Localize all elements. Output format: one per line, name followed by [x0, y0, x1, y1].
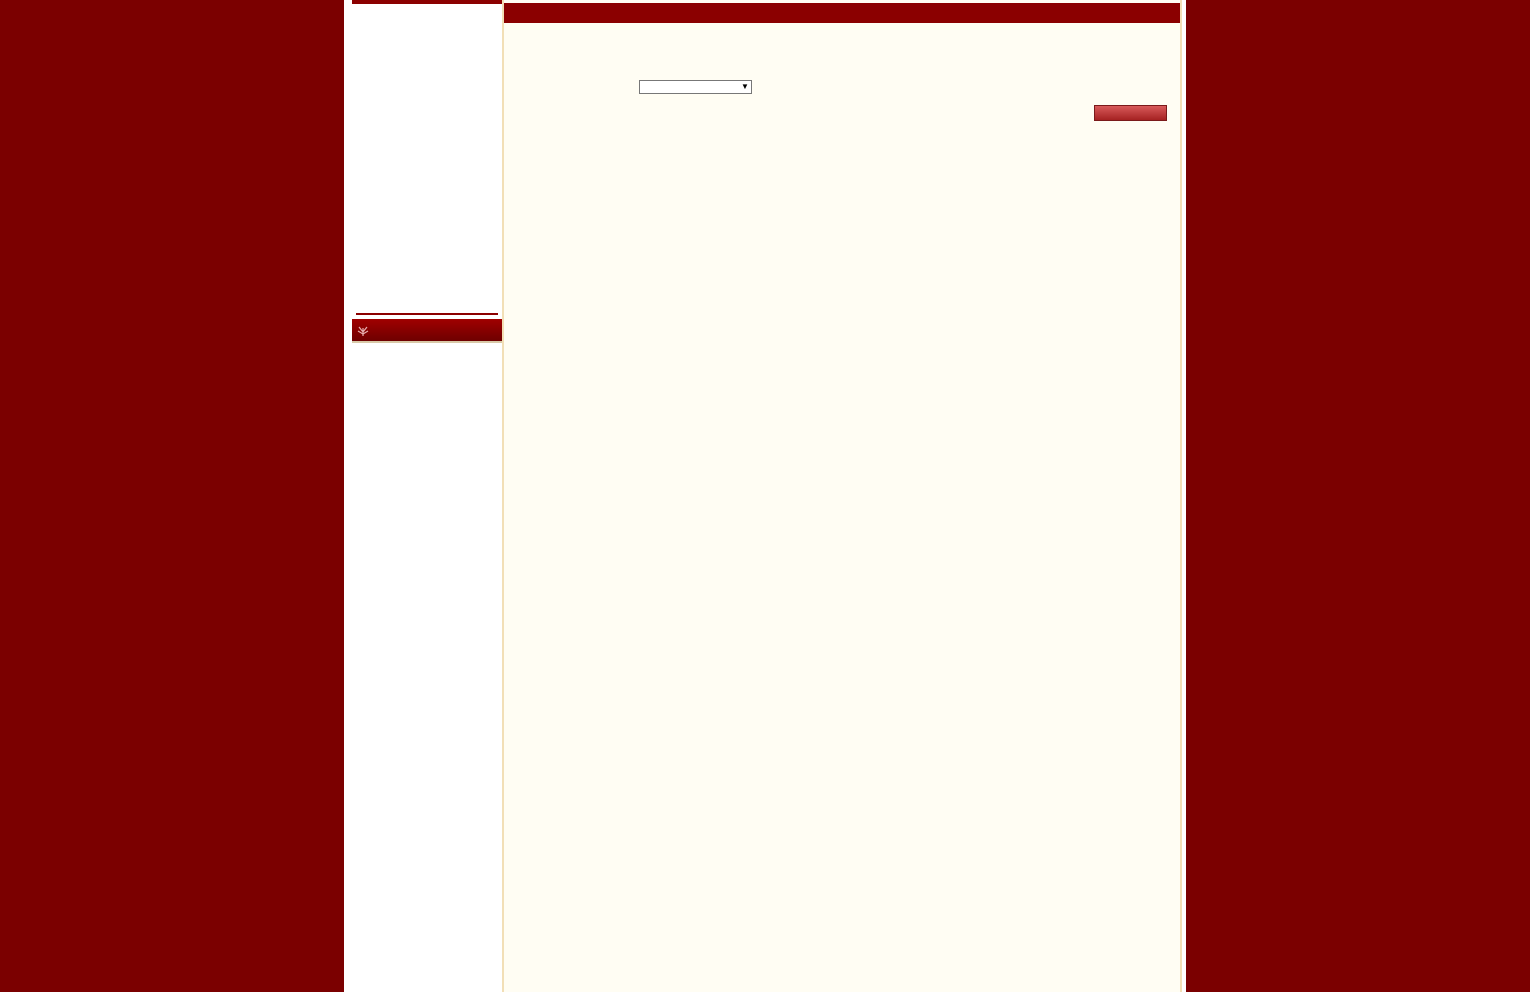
main-content	[502, 0, 1182, 992]
mobile-site-bar	[504, 3, 1180, 23]
filter-select[interactable]	[639, 80, 752, 94]
sidebar-divider	[356, 313, 498, 315]
leaf-icon	[356, 323, 370, 337]
sidebar-top-bar	[352, 0, 502, 4]
page	[344, 0, 1186, 992]
add-to-cart-button[interactable]	[1094, 105, 1167, 121]
lunch-menu-header	[352, 319, 502, 343]
chevron-down-icon: ▼	[741, 82, 749, 91]
sidebar	[352, 0, 502, 992]
